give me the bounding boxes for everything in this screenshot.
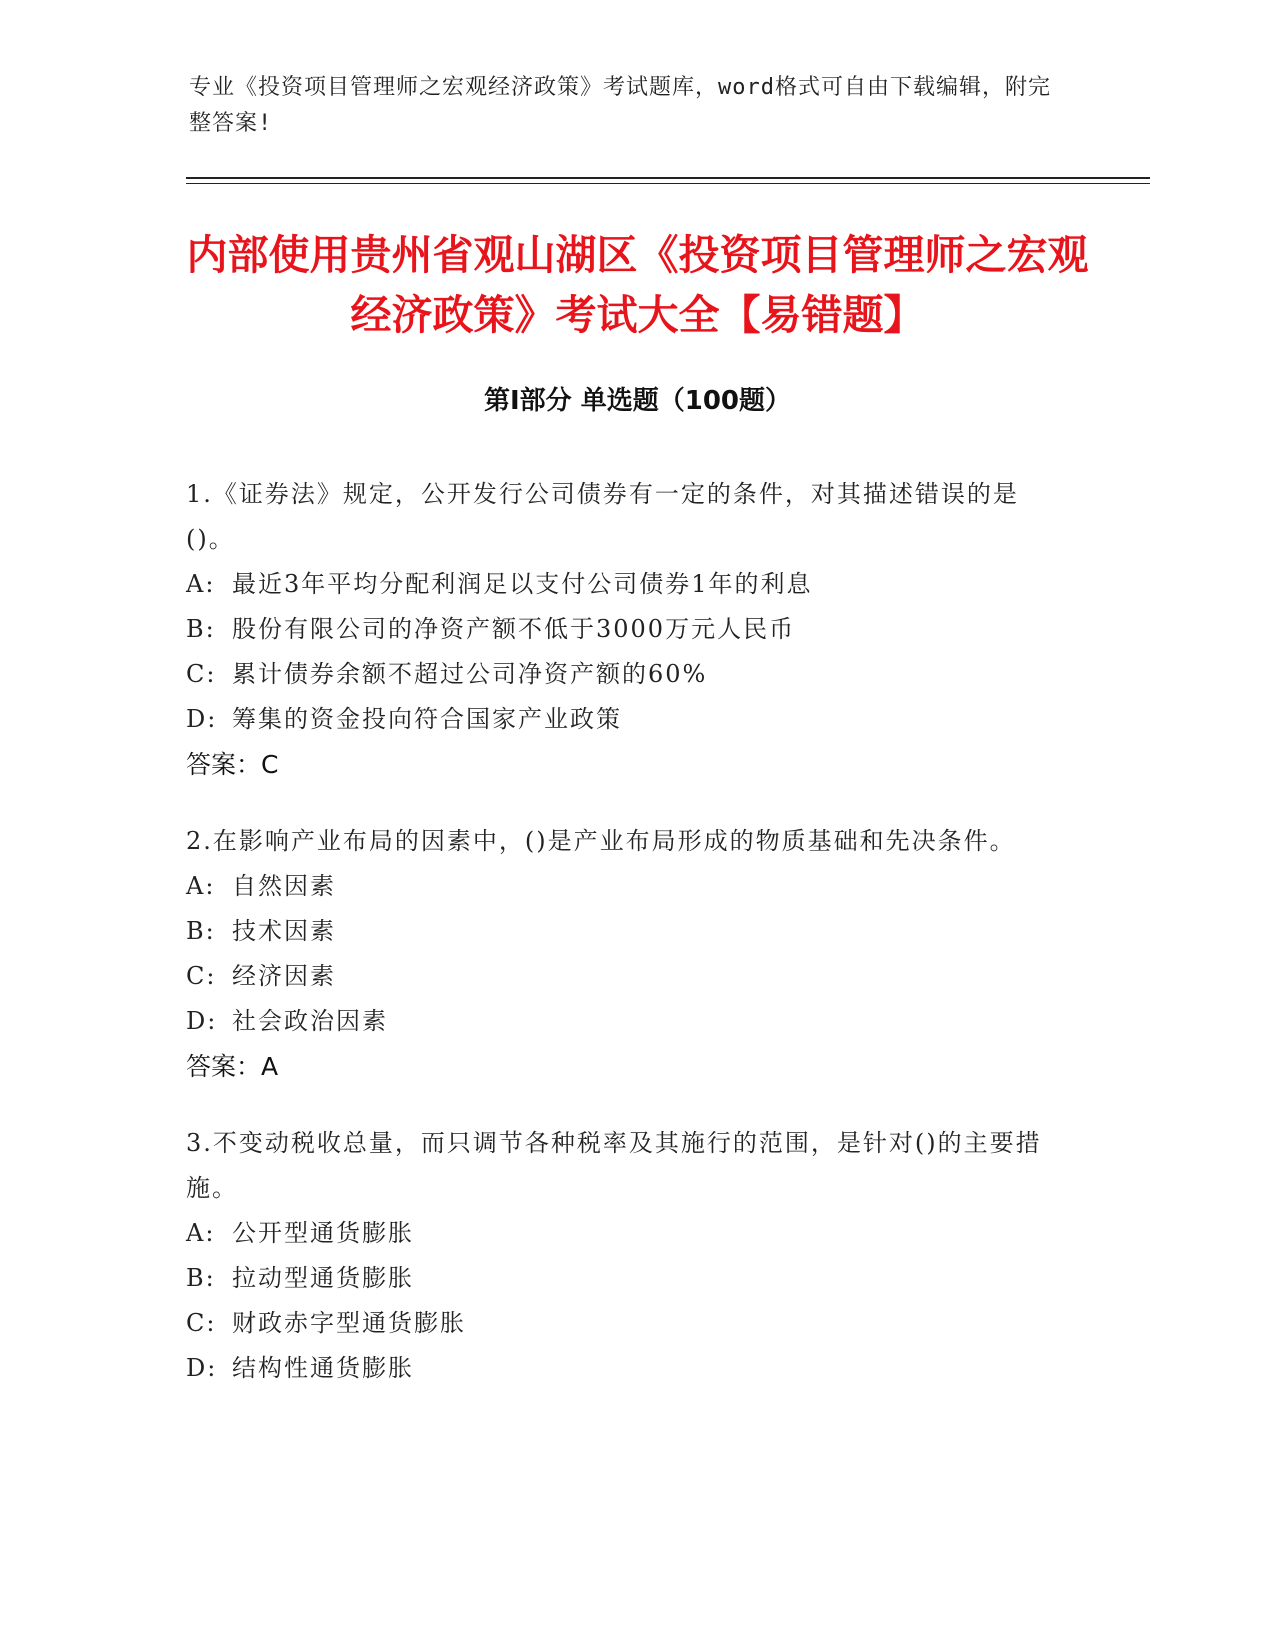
question-3 xyxy=(186,1121,1066,1391)
option-text: 财政赤字型通货膨胀 xyxy=(232,1309,466,1337)
option-text: 累计债券余额不超过公司净资产额的60% xyxy=(232,660,708,688)
answer-label: 答案：C xyxy=(186,750,279,779)
option-text: 经济因素 xyxy=(232,962,336,990)
option-letter: C: xyxy=(186,962,217,990)
option-letter: A: xyxy=(186,570,216,598)
option-text: 自然因素 xyxy=(232,872,336,900)
question-1 xyxy=(186,472,1066,787)
option-a xyxy=(186,562,1066,607)
question-list xyxy=(186,472,1066,1423)
question-stem: 2.在影响产业布局的因素中，()是产业布局形成的物质基础和先决条件。 xyxy=(186,827,1016,855)
option-c xyxy=(186,1301,1066,1346)
option-letter: D: xyxy=(186,1007,218,1035)
question-stem: 3.不变动税收总量，而只调节各种税率及其施行的范围，是针对()的主要措施。 xyxy=(186,1129,1042,1202)
option-a xyxy=(186,1211,1066,1256)
option-c xyxy=(186,652,1066,697)
question-stem: 1.《证券法》规定，公开发行公司债券有一定的条件，对其描述错误的是()。 xyxy=(186,480,1019,553)
option-letter: A: xyxy=(186,1219,216,1247)
option-letter: C: xyxy=(186,1309,217,1337)
option-text: 结构性通货膨胀 xyxy=(232,1354,414,1382)
option-text: 公开型通货膨胀 xyxy=(232,1219,414,1247)
option-text: 筹集的资金投向符合国家产业政策 xyxy=(232,705,622,733)
option-letter: B: xyxy=(186,615,216,643)
option-letter: C: xyxy=(186,660,217,688)
question-2 xyxy=(186,819,1066,1089)
option-text: 社会政治因素 xyxy=(232,1007,388,1035)
option-letter: D: xyxy=(186,1354,218,1382)
option-b xyxy=(186,607,1066,652)
option-b xyxy=(186,909,1066,954)
header-divider-thin xyxy=(186,183,1150,184)
option-b xyxy=(186,1256,1066,1301)
option-d xyxy=(186,697,1066,742)
answer-label: 答案：A xyxy=(186,1052,279,1081)
option-d xyxy=(186,1346,1066,1391)
option-letter: D: xyxy=(186,705,218,733)
header-divider xyxy=(186,177,1150,179)
option-letter: A: xyxy=(186,872,216,900)
section-heading: 第I部分 单选题（100题） xyxy=(484,386,791,416)
option-text: 股份有限公司的净资产额不低于3000万元人民币 xyxy=(232,615,796,643)
document-title: 内部使用贵州省观山湖区《投资项目管理师之宏观经济政策》考试大全【易错题】 xyxy=(186,231,1089,339)
option-c xyxy=(186,954,1066,999)
header-note: 专业《投资项目管理师之宏观经济政策》考试题库，word格式可自由下载编辑，附完整答案! xyxy=(189,75,1051,136)
option-a xyxy=(186,864,1066,909)
option-d xyxy=(186,999,1066,1044)
option-text: 最近3年平均分配利润足以支付公司债券1年的利息 xyxy=(232,570,813,598)
option-text: 技术因素 xyxy=(232,917,336,945)
option-text: 拉动型通货膨胀 xyxy=(232,1264,414,1292)
option-letter: B: xyxy=(186,917,216,945)
option-letter: B: xyxy=(186,1264,216,1292)
